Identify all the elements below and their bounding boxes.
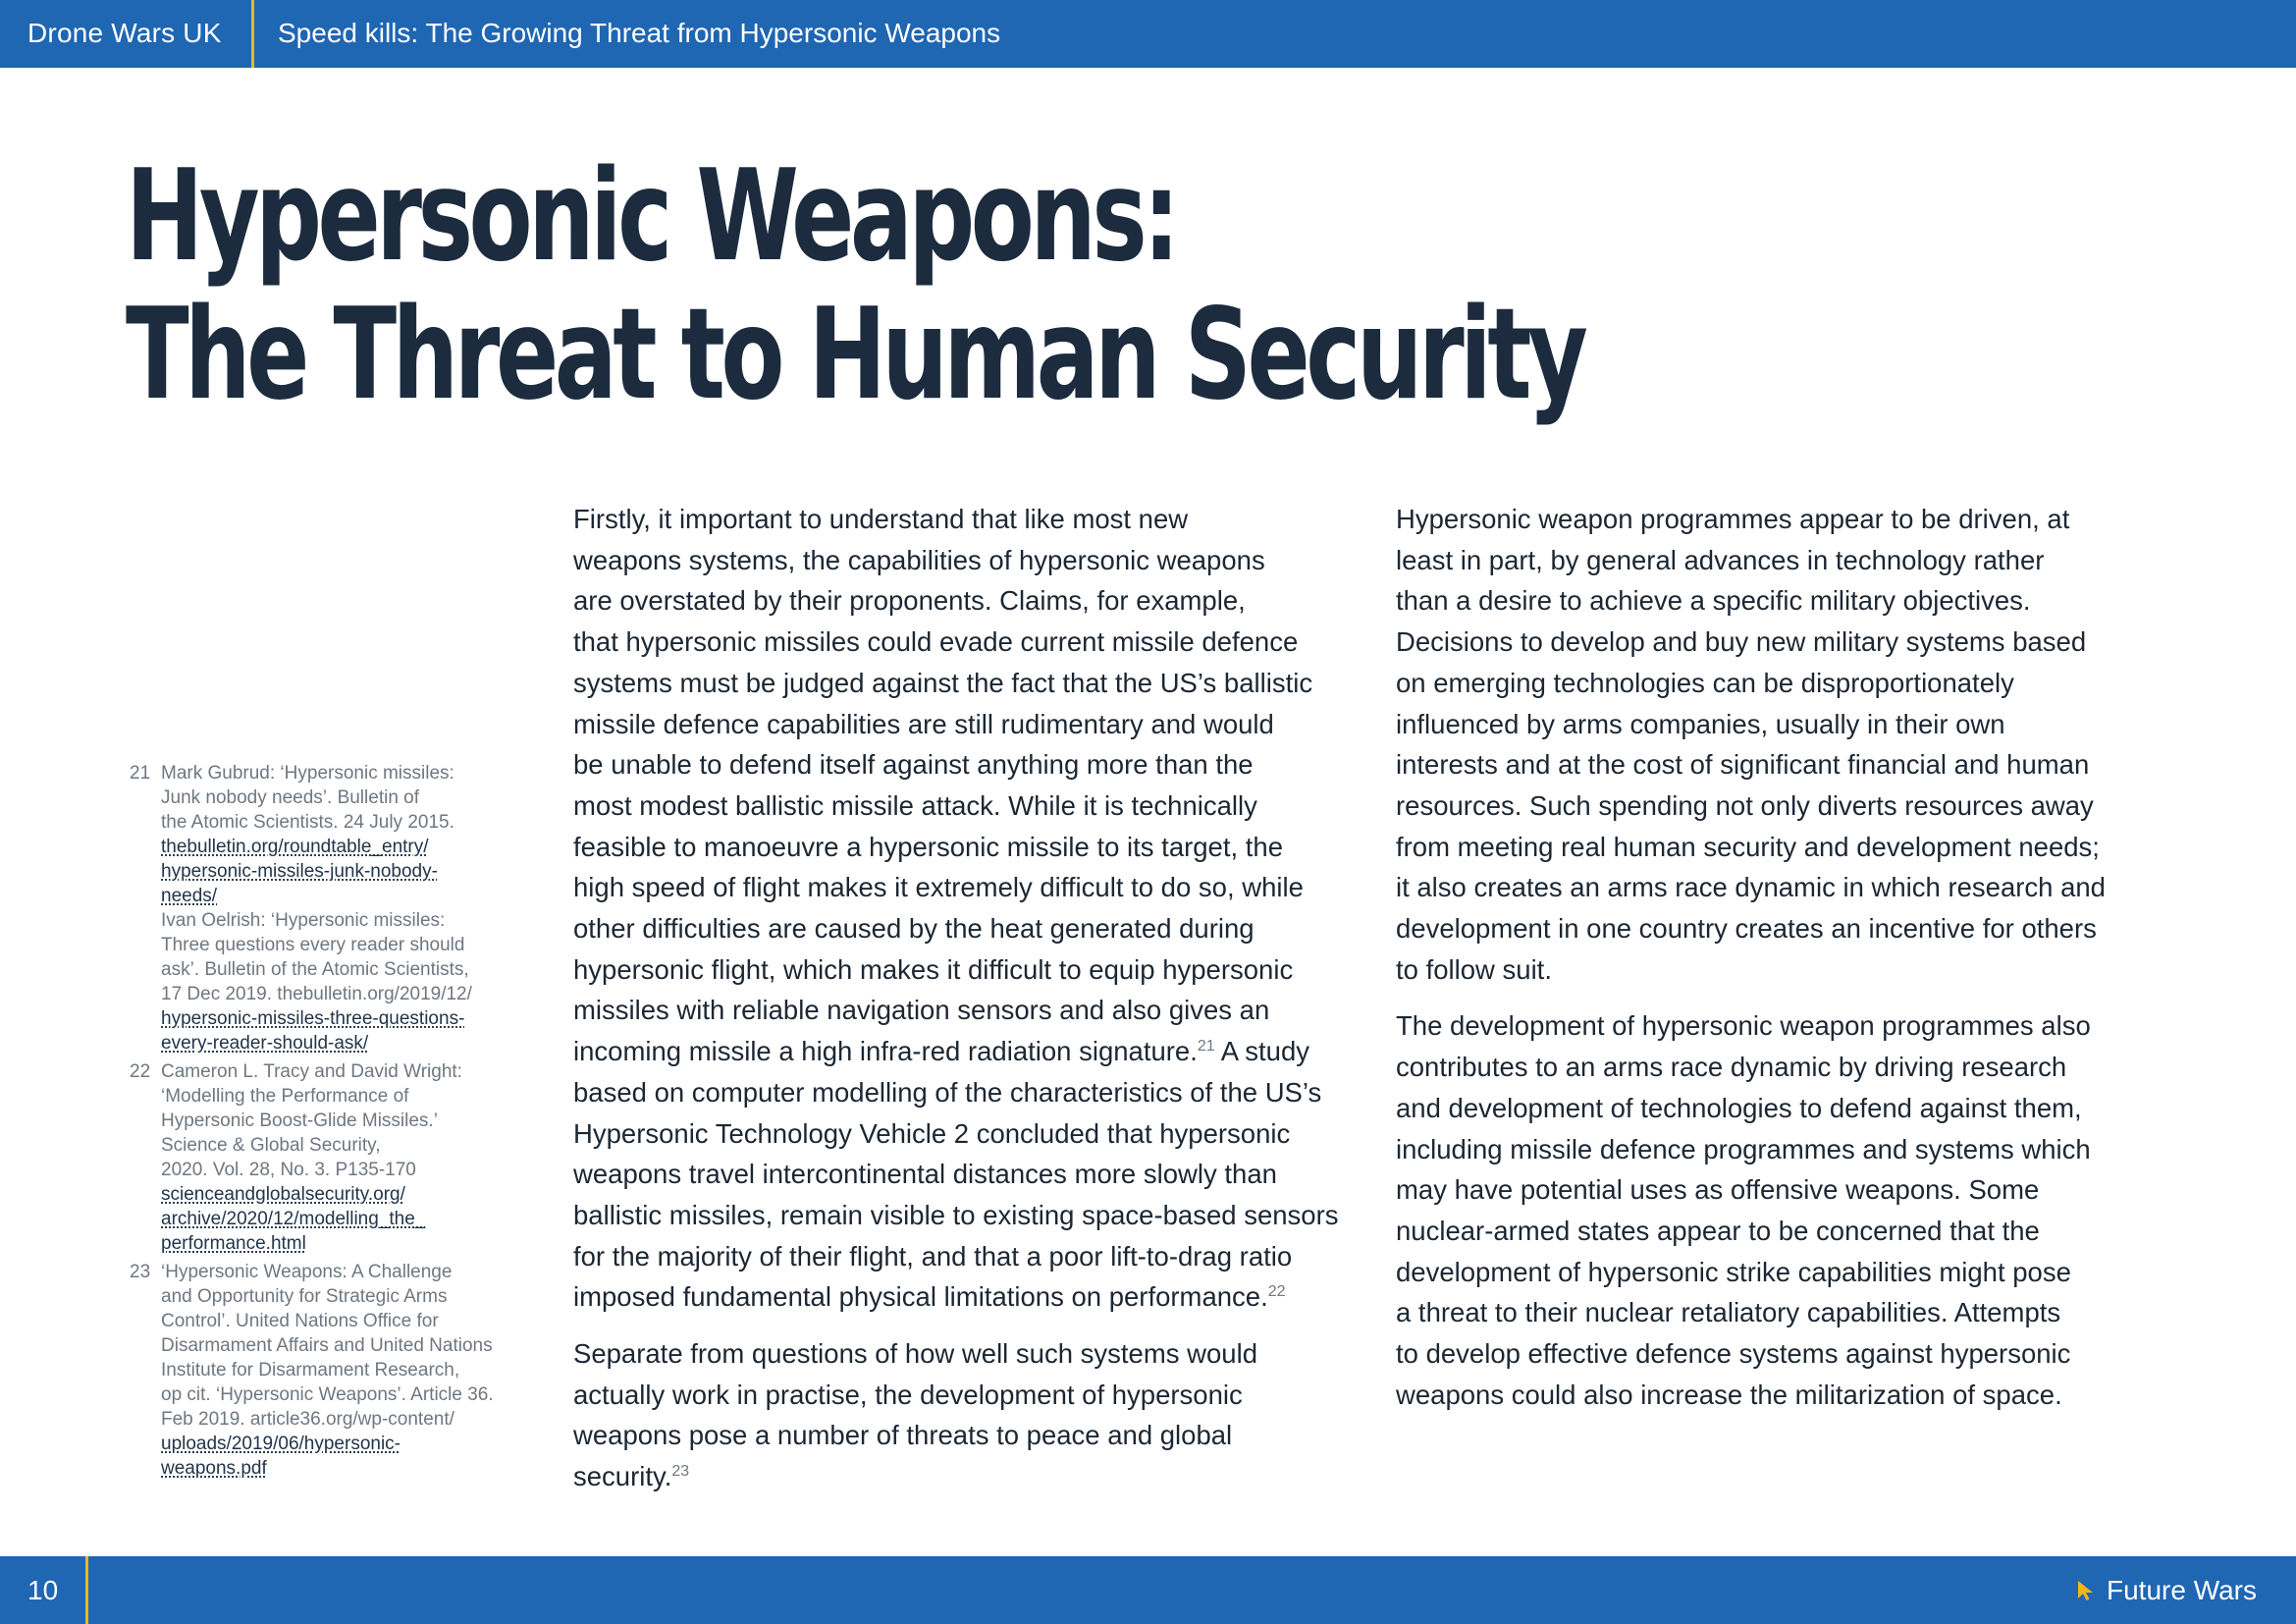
page-title-line-2: The Threat to Human Security <box>126 282 1584 428</box>
text-line: hypersonic flight, which makes it difficult to equip hypersonic <box>573 953 1294 985</box>
text-line: are overstated by their proponents. Claims, for example, <box>573 585 1246 617</box>
text-line: most modest ballistic missile attack. While it is technically <box>573 789 1257 821</box>
text-line: missiles with reliable navigation sensors and also gives an <box>573 995 1270 1026</box>
text-line: systems must be judged against the fact that the US’s ballistic <box>573 667 1313 698</box>
text-line: Separate from questions of how well such systems would <box>573 1338 1257 1370</box>
text-line: contributes to an arms race dynamic by driving research <box>1396 1052 2067 1083</box>
text-line: missile defence capabilities are still rudimentary and would <box>573 708 1274 739</box>
text-line: interests and at the cost of significant financial and human <box>1396 749 2090 781</box>
text-line: weapons pose a number of threats to peace and global <box>573 1420 1233 1451</box>
header-divider <box>251 0 254 68</box>
footnote-link[interactable]: uploads/2019/06/hypersonic- <box>161 1434 401 1454</box>
text-line: from meeting real human security and development needs; <box>1396 831 2100 862</box>
text-line: Decisions to develop and buy new military systems based <box>1396 626 2087 658</box>
footnote-ref-22[interactable]: 22 <box>1267 1283 1286 1301</box>
footnote-number: 23 <box>130 1262 151 1282</box>
footnote-line: and Opportunity for Strategic Arms <box>161 1286 448 1307</box>
text-line: ballistic missiles, remain visible to existing space-based sensors <box>573 1199 1339 1230</box>
footnote-number: 22 <box>130 1061 151 1082</box>
footnote-line: Hypersonic Boost-Glide Missiles.’ <box>161 1110 438 1131</box>
footnote-ref-23[interactable]: 23 <box>671 1463 690 1481</box>
text-segment: imposed fundamental physical limitations on performance. <box>573 1281 1268 1313</box>
footnote-link[interactable]: performance.html <box>161 1233 306 1254</box>
body-paragraph <box>573 499 1339 1318</box>
footnote-link[interactable]: needs/ <box>161 886 218 906</box>
text-line: nuclear-armed states appear to be concerned that the <box>1396 1215 2040 1246</box>
text-line: Hypersonic Technology Vehicle 2 concluded that hypersonic <box>573 1117 1291 1149</box>
text-line: resources. Such spending not only diverts resources away <box>1396 789 2094 821</box>
text-line: to follow suit. <box>1396 953 1552 985</box>
text-line: feasible to manoeuvre a hypersonic missile to its target, the <box>573 831 1284 862</box>
text-line: for the majority of their flight, and that a poor lift-to-drag ratio <box>573 1240 1293 1272</box>
text-line: weapons could also increase the militarization of space. <box>1396 1379 2062 1410</box>
text-line: weapons systems, the capabilities of hypersonic weapons <box>573 544 1265 575</box>
body-paragraph <box>1396 1005 2181 1415</box>
body-paragraph <box>1396 499 2181 990</box>
series-name: Future Wars <box>2107 1575 2257 1605</box>
footnote-link[interactable]: hypersonic-missiles-three-questions- <box>161 1008 465 1029</box>
series-label <box>2077 1556 2257 1624</box>
text-line: Firstly, it important to understand that like most new <box>573 504 1189 534</box>
document-title: Speed kills: The Growing Threat from Hypersonic Weapons <box>278 18 1001 48</box>
text-line: influenced by arms companies, usually in their own <box>1396 708 2005 739</box>
footnote-line: Junk nobody needs’. Bulletin of <box>161 787 420 808</box>
header-bar <box>0 0 2296 68</box>
body-paragraph <box>573 1333 1329 1497</box>
footnote-number: 21 <box>130 763 151 784</box>
footnote-line: Three questions every reader should <box>161 935 465 955</box>
text-line: a threat to their nuclear retaliatory capabilities. Attempts <box>1396 1297 2061 1328</box>
footnote-link[interactable]: scienceandglobalsecurity.org/ <box>161 1184 405 1205</box>
text-line: than a desire to achieve a specific military objectives. <box>1396 585 2031 617</box>
page-title-line-1: Hypersonic Weapons: <box>126 143 1176 290</box>
footnotes <box>130 761 522 1485</box>
text-line: including missile defence programmes and systems which <box>1396 1133 2091 1164</box>
body-column-2 <box>1396 499 2181 1431</box>
footnote-line: Mark Gubrud: ‘Hypersonic missiles: <box>161 763 454 784</box>
text-line: high speed of flight makes it extremely difficult to do so, while <box>573 872 1304 903</box>
text-segment: security. <box>573 1461 672 1492</box>
text-line: to develop effective defence systems against hypersonic <box>1396 1338 2071 1370</box>
text-line: other difficulties are caused by the heat generated during <box>573 913 1255 945</box>
text-line <box>573 1031 1329 1072</box>
footnote-link[interactable]: weapons.pdf <box>161 1458 267 1479</box>
text-line: development in one country creates an incentive for others <box>1396 913 2097 945</box>
footnote-line: ‘Hypersonic Weapons: A Challenge <box>161 1262 453 1282</box>
text-line: it also creates an arms race dynamic in which research and <box>1396 872 2106 903</box>
footnote-ref-21[interactable]: 21 <box>1197 1038 1215 1056</box>
text-line: may have potential uses as offensive weapons. Some <box>1396 1174 2040 1206</box>
footnote-21 <box>130 761 522 1056</box>
text-line: development of hypersonic strike capabilities might pose <box>1396 1256 2071 1287</box>
text-line: Hypersonic weapon programmes appear to be driven, at <box>1396 504 2070 534</box>
footnote-line: Science & Global Security, <box>161 1135 381 1156</box>
text-line: that hypersonic missiles could evade current missile defence <box>573 626 1299 658</box>
text-line: and development of technologies to defend against them, <box>1396 1092 2082 1123</box>
text-segment: incoming missile a high infra-red radiation signature. <box>573 1036 1198 1067</box>
cursor-arrow-icon <box>2077 1580 2095 1601</box>
footnote-line: the Atomic Scientists. 24 July 2015. <box>161 812 454 833</box>
footnote-line: ask’. Bulletin of the Atomic Scientists, <box>161 959 469 980</box>
footnote-line: 17 Dec 2019. thebulletin.org/2019/12/ <box>161 984 472 1004</box>
footnote-link[interactable]: hypersonic-missiles-junk-nobody- <box>161 861 438 882</box>
page-number: 10 <box>27 1575 59 1605</box>
text-line <box>573 1276 1329 1318</box>
text-line: on emerging technologies can be disproportionately <box>1396 667 2014 698</box>
text-line: weapons travel intercontinental distances more slowly than <box>573 1159 1277 1190</box>
footnote-line: 2020. Vol. 28, No. 3. P135-170 <box>161 1160 416 1180</box>
footer-bar <box>0 1556 2296 1624</box>
text-segment: A study <box>1214 1036 1309 1067</box>
footnote-line: Institute for Disarmament Research, <box>161 1360 460 1380</box>
footnote-link[interactable]: every-reader-should-ask/ <box>161 1033 369 1054</box>
footnote-line: Feb 2019. article36.org/wp-content/ <box>161 1409 454 1430</box>
footnote-line: Cameron L. Tracy and David Wright: <box>161 1061 462 1082</box>
footnote-line: Disarmament Affairs and United Nations <box>161 1335 493 1356</box>
page-title <box>126 143 1584 428</box>
text-line: The development of hypersonic weapon programmes also <box>1396 1010 2091 1042</box>
footnote-23 <box>130 1260 522 1481</box>
text-line: be unable to defend itself against anything more than the <box>573 749 1254 781</box>
body-column-1 <box>573 499 1339 1513</box>
footer-divider <box>85 1556 88 1624</box>
text-line <box>573 1456 1329 1497</box>
footnote-link[interactable]: thebulletin.org/roundtable_entry/ <box>161 837 429 857</box>
text-line: actually work in practise, the development of hypersonic <box>573 1379 1243 1410</box>
footnote-line: op cit. ‘Hypersonic Weapons’. Article 36. <box>161 1384 494 1405</box>
footnote-22 <box>130 1059 522 1256</box>
text-line: based on computer modelling of the characteristics of the US’s <box>573 1076 1322 1108</box>
footnote-link[interactable]: archive/2020/12/modelling_the_ <box>161 1209 426 1229</box>
publisher-name: Drone Wars UK <box>27 18 222 48</box>
text-line: least in part, by general advances in technology rather <box>1396 544 2045 575</box>
footnote-line: Ivan Oelrish: ‘Hypersonic missiles: <box>161 910 446 931</box>
footnote-line: Control’. United Nations Office for <box>161 1311 439 1331</box>
footnote-line: ‘Modelling the Performance of <box>161 1086 409 1107</box>
